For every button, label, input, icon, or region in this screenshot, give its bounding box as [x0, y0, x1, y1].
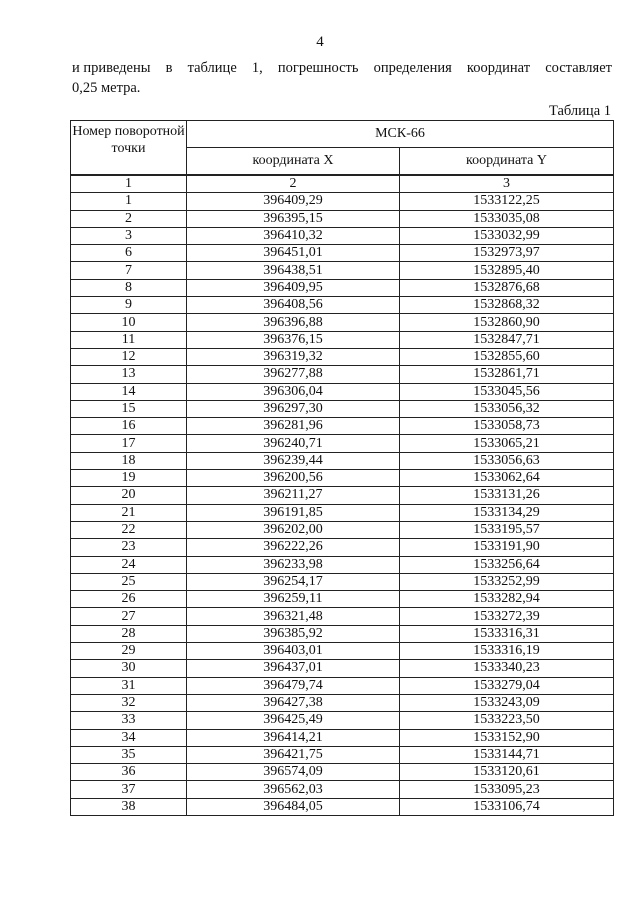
coordinates-table — [70, 120, 614, 816]
coordinate-y-cell: 1533056,32 — [400, 400, 614, 417]
table-row — [71, 677, 614, 694]
point-number-cell: 9 — [71, 297, 187, 314]
point-number-cell: 18 — [71, 452, 187, 469]
table-row — [71, 435, 614, 452]
table-row — [71, 764, 614, 781]
table-row — [71, 521, 614, 538]
table-row — [71, 591, 614, 608]
coordinate-x-cell: 396410,32 — [187, 227, 400, 244]
table-row — [71, 781, 614, 798]
point-number-cell: 16 — [71, 418, 187, 435]
header-coordinate-y: координата Y — [400, 148, 614, 176]
coordinate-y-cell: 1533058,73 — [400, 418, 614, 435]
coordinate-y-cell: 1532855,60 — [400, 348, 614, 365]
point-number-cell: 20 — [71, 487, 187, 504]
coordinate-y-cell: 1533279,04 — [400, 677, 614, 694]
header-coordinate-x: координата X — [187, 148, 400, 176]
coordinate-y-cell: 1532847,71 — [400, 331, 614, 348]
coordinate-x-cell: 396191,85 — [187, 504, 400, 521]
point-number-cell: 10 — [71, 314, 187, 331]
coordinate-x-cell: 396200,56 — [187, 470, 400, 487]
coordinate-y-cell: 1533243,09 — [400, 694, 614, 711]
table-row — [71, 314, 614, 331]
point-number-cell: 22 — [71, 521, 187, 538]
page-number: 4 — [316, 34, 324, 50]
coordinate-x-cell: 396562,03 — [187, 781, 400, 798]
point-number-cell: 2 — [71, 210, 187, 227]
table-row — [71, 539, 614, 556]
column-number: 3 — [400, 175, 614, 193]
coordinate-x-cell: 396421,75 — [187, 746, 400, 763]
coordinate-x-cell: 396438,51 — [187, 262, 400, 279]
table-row — [71, 487, 614, 504]
coordinate-x-cell: 396479,74 — [187, 677, 400, 694]
coordinate-y-cell: 1533056,63 — [400, 452, 614, 469]
coordinate-y-cell: 1533106,74 — [400, 798, 614, 815]
table-row — [71, 660, 614, 677]
coordinate-y-cell: 1533122,25 — [400, 193, 614, 210]
intro-word: погрешность — [277, 60, 359, 76]
point-number-cell: 30 — [71, 660, 187, 677]
table-row — [71, 366, 614, 383]
point-number-cell: 17 — [71, 435, 187, 452]
table-caption: Таблица 1 — [548, 103, 611, 119]
coordinate-x-cell: 396277,88 — [187, 366, 400, 383]
point-number-cell: 36 — [71, 764, 187, 781]
coordinate-x-cell: 396437,01 — [187, 660, 400, 677]
table-row — [71, 452, 614, 469]
intro-word: таблице — [187, 60, 237, 76]
coordinate-x-cell: 396211,27 — [187, 487, 400, 504]
coordinate-x-cell: 396376,15 — [187, 331, 400, 348]
coordinate-y-cell: 1533131,26 — [400, 487, 614, 504]
table-row — [71, 210, 614, 227]
coordinate-x-cell: 396222,26 — [187, 539, 400, 556]
intro-word: координат — [466, 60, 531, 76]
coordinate-x-cell: 396233,98 — [187, 556, 400, 573]
coordinate-x-cell: 396297,30 — [187, 400, 400, 417]
point-number-cell: 15 — [71, 400, 187, 417]
table-row — [71, 383, 614, 400]
point-number-cell: 12 — [71, 348, 187, 365]
point-number-cell: 26 — [71, 591, 187, 608]
column-number: 2 — [187, 175, 400, 193]
coordinate-x-cell: 396409,95 — [187, 279, 400, 296]
coordinate-y-cell: 1533282,94 — [400, 591, 614, 608]
coordinate-x-cell: 396484,05 — [187, 798, 400, 815]
point-number-cell: 27 — [71, 608, 187, 625]
point-number-cell: 28 — [71, 625, 187, 642]
table-row — [71, 712, 614, 729]
coordinate-y-cell: 1533095,23 — [400, 781, 614, 798]
coordinate-y-cell: 1532895,40 — [400, 262, 614, 279]
intro-word: составляет — [545, 60, 612, 76]
point-number-cell: 25 — [71, 573, 187, 590]
coordinate-x-cell: 396254,17 — [187, 573, 400, 590]
table-row — [71, 746, 614, 763]
coordinate-x-cell: 396427,38 — [187, 694, 400, 711]
column-number-row — [71, 175, 614, 193]
coordinate-x-cell: 396395,15 — [187, 210, 400, 227]
table-row — [71, 608, 614, 625]
table-row — [71, 279, 614, 296]
table-row — [71, 245, 614, 262]
point-number-cell: 1 — [71, 193, 187, 210]
coordinate-y-cell: 1533316,31 — [400, 625, 614, 642]
point-number-cell: 6 — [71, 245, 187, 262]
intro-line-1 — [72, 58, 612, 78]
point-number-cell: 13 — [71, 366, 187, 383]
coordinate-x-cell: 396408,56 — [187, 297, 400, 314]
table-row — [71, 573, 614, 590]
table-row — [71, 227, 614, 244]
table-row — [71, 556, 614, 573]
coordinate-y-cell: 1533134,29 — [400, 504, 614, 521]
table-row — [71, 193, 614, 210]
table-row — [71, 400, 614, 417]
table-row — [71, 798, 614, 815]
coordinate-y-cell: 1533065,21 — [400, 435, 614, 452]
header-coordinate-system: МСК-66 — [187, 121, 614, 148]
table-row — [71, 348, 614, 365]
intro-word: в — [165, 60, 173, 76]
coordinate-y-cell: 1533340,23 — [400, 660, 614, 677]
point-number-cell: 29 — [71, 643, 187, 660]
coordinate-y-cell: 1533316,19 — [400, 643, 614, 660]
coordinate-y-cell: 1533062,64 — [400, 470, 614, 487]
coordinate-x-cell: 396240,71 — [187, 435, 400, 452]
coordinate-x-cell: 396396,88 — [187, 314, 400, 331]
coordinate-x-cell: 396281,96 — [187, 418, 400, 435]
table-row — [71, 504, 614, 521]
intro-word: 1, — [251, 60, 263, 76]
coordinate-x-cell: 396451,01 — [187, 245, 400, 262]
coordinate-y-cell: 1533120,61 — [400, 764, 614, 781]
point-number-cell: 11 — [71, 331, 187, 348]
coordinate-y-cell: 1533191,90 — [400, 539, 614, 556]
point-number-cell: 14 — [71, 383, 187, 400]
point-number-cell: 35 — [71, 746, 187, 763]
coordinate-y-cell: 1532860,90 — [400, 314, 614, 331]
header-point-number: Номер поворотной точки — [71, 121, 187, 176]
coordinate-x-cell: 396306,04 — [187, 383, 400, 400]
table-row — [71, 643, 614, 660]
coordinate-y-cell: 1533195,57 — [400, 521, 614, 538]
table-row — [71, 694, 614, 711]
coordinate-y-cell: 1532876,68 — [400, 279, 614, 296]
point-number-cell: 21 — [71, 504, 187, 521]
point-number-cell: 33 — [71, 712, 187, 729]
table-row — [71, 262, 614, 279]
coordinate-x-cell: 396574,09 — [187, 764, 400, 781]
coordinate-x-cell: 396403,01 — [187, 643, 400, 660]
point-number-cell: 31 — [71, 677, 187, 694]
coordinate-x-cell: 396202,00 — [187, 521, 400, 538]
coordinate-y-cell: 1533252,99 — [400, 573, 614, 590]
point-number-cell: 34 — [71, 729, 187, 746]
point-number-cell: 19 — [71, 470, 187, 487]
coordinate-x-cell: 396409,29 — [187, 193, 400, 210]
intro-paragraph — [72, 58, 612, 98]
coordinate-y-cell: 1533152,90 — [400, 729, 614, 746]
point-number-cell: 3 — [71, 227, 187, 244]
table-row — [71, 470, 614, 487]
coordinate-y-cell: 1532861,71 — [400, 366, 614, 383]
coordinate-x-cell: 396385,92 — [187, 625, 400, 642]
point-number-cell: 37 — [71, 781, 187, 798]
coordinate-y-cell: 1533032,99 — [400, 227, 614, 244]
coordinate-x-cell: 396319,32 — [187, 348, 400, 365]
table-row — [71, 297, 614, 314]
table-body — [71, 175, 614, 815]
column-number: 1 — [71, 175, 187, 193]
coordinate-x-cell: 396239,44 — [187, 452, 400, 469]
coordinate-y-cell: 1532973,97 — [400, 245, 614, 262]
point-number-cell: 23 — [71, 539, 187, 556]
table-row — [71, 418, 614, 435]
coordinate-x-cell: 396414,21 — [187, 729, 400, 746]
table-row — [71, 625, 614, 642]
coordinate-x-cell: 396321,48 — [187, 608, 400, 625]
table-row — [71, 331, 614, 348]
point-number-cell: 24 — [71, 556, 187, 573]
coordinate-y-cell: 1533223,50 — [400, 712, 614, 729]
intro-line-2: 0,25 метра. — [72, 80, 141, 96]
point-number-cell: 32 — [71, 694, 187, 711]
coordinate-y-cell: 1532868,32 — [400, 297, 614, 314]
coordinate-x-cell: 396425,49 — [187, 712, 400, 729]
intro-word: и приведены — [72, 60, 151, 76]
coordinate-y-cell: 1533144,71 — [400, 746, 614, 763]
intro-word: определения — [373, 60, 452, 76]
point-number-cell: 38 — [71, 798, 187, 815]
table-row — [71, 729, 614, 746]
coordinate-y-cell: 1533272,39 — [400, 608, 614, 625]
point-number-cell: 7 — [71, 262, 187, 279]
coordinate-x-cell: 396259,11 — [187, 591, 400, 608]
coordinate-y-cell: 1533045,56 — [400, 383, 614, 400]
point-number-cell: 8 — [71, 279, 187, 296]
coordinate-y-cell: 1533035,08 — [400, 210, 614, 227]
coordinate-y-cell: 1533256,64 — [400, 556, 614, 573]
